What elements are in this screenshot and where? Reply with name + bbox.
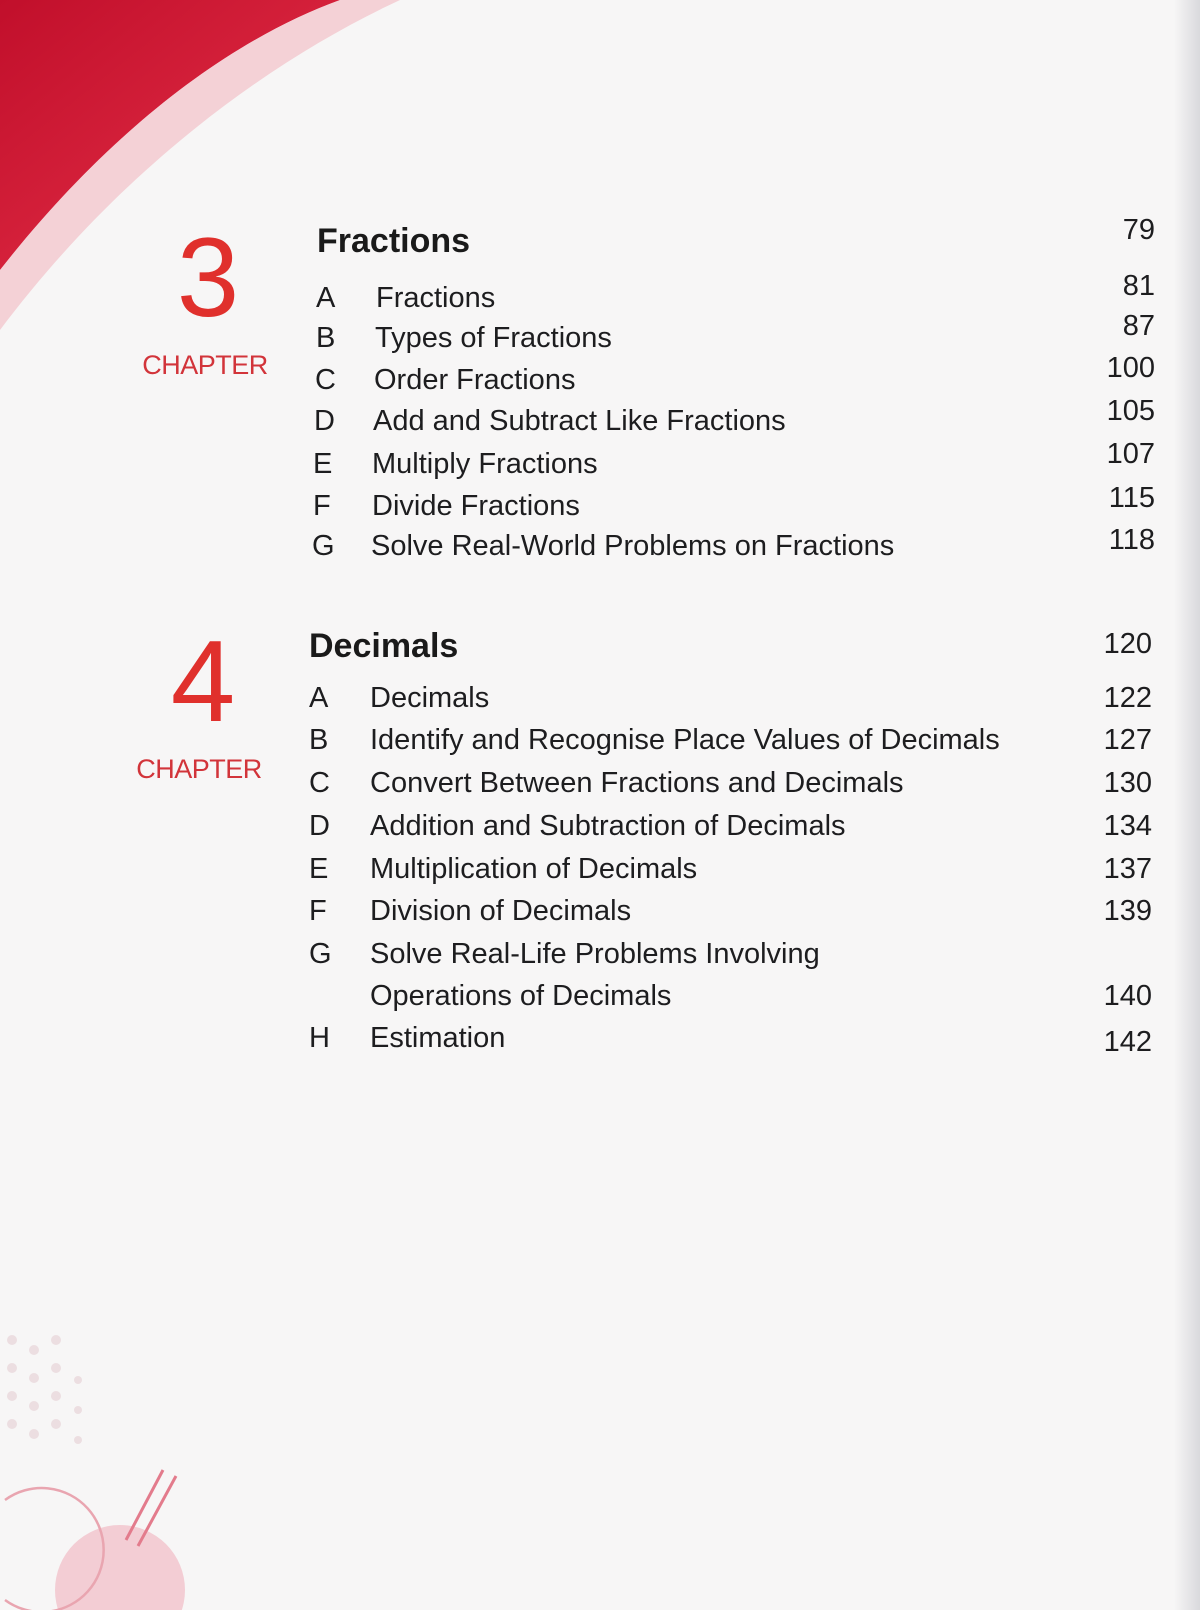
section-title: Multiply Fractions	[372, 448, 598, 480]
section-page-number: 142	[1103, 1026, 1152, 1058]
section-page-number: 134	[1103, 810, 1152, 842]
toc-row[interactable]	[0, 1022, 1200, 1062]
toc-row[interactable]	[0, 938, 1200, 1022]
section-page-number: 107	[1106, 438, 1155, 470]
section-letter: E	[309, 853, 329, 885]
section-letter: A	[309, 682, 329, 714]
section-title-line2: Operations of Decimals	[370, 980, 672, 1012]
section-title: Identify and Recognise Place Values of Decimals	[370, 724, 1000, 756]
section-page-number: 115	[1108, 482, 1155, 514]
toc-row[interactable]	[0, 395, 1200, 445]
section-page-number: 87	[1122, 310, 1155, 342]
section-letter: D	[309, 810, 330, 842]
section-page-number: 130	[1103, 767, 1152, 799]
chapter-label: CHAPTER	[142, 350, 268, 380]
toc-row[interactable]	[0, 482, 1200, 530]
slash-line-2	[138, 1476, 176, 1546]
section-letter: A	[316, 282, 336, 314]
toc-row[interactable]	[0, 767, 1200, 807]
section-letter: D	[314, 405, 335, 437]
section-letter: H	[309, 1022, 330, 1054]
toc-row[interactable]	[0, 724, 1200, 764]
section-page-number: 122	[1103, 682, 1152, 714]
section-page-number: 100	[1106, 352, 1155, 384]
toc-row[interactable]	[0, 310, 1200, 362]
section-page-number: 105	[1106, 395, 1155, 427]
section-title: Types of Fractions	[375, 322, 612, 354]
chapter-title[interactable]: Fractions	[317, 222, 471, 260]
section-title: Convert Between Fractions and Decimals	[370, 767, 904, 799]
chapter-label: CHAPTER	[136, 754, 262, 784]
section-letter: F	[309, 895, 327, 927]
section-letter: B	[309, 724, 329, 756]
section-title: Add and Subtract Like Fractions	[373, 405, 786, 437]
section-letter: C	[309, 767, 330, 799]
section-title: Solve Real-Life Problems Involving	[370, 938, 820, 970]
pink-circle-shape	[55, 1525, 185, 1610]
chapter-number: 4	[170, 616, 236, 746]
section-page-number: 140	[1103, 980, 1152, 1012]
section-letter: E	[313, 448, 333, 480]
section-title: Divide Fractions	[372, 490, 580, 522]
chapter-page-number: 79	[1122, 214, 1155, 246]
section-title: Order Fractions	[374, 364, 576, 396]
section-page-number: 81	[1122, 270, 1155, 302]
toc-row[interactable]	[0, 270, 1200, 322]
section-letter: G	[309, 938, 332, 970]
toc-row[interactable]	[0, 682, 1200, 722]
section-letter: C	[315, 364, 336, 396]
toc-row[interactable]	[0, 524, 1200, 570]
slash-line-1	[126, 1470, 163, 1540]
toc-row[interactable]	[0, 853, 1200, 893]
section-page-number: 127	[1103, 724, 1152, 756]
section-page-number: 118	[1108, 524, 1155, 556]
chapter-number: 3	[176, 215, 240, 340]
section-title: Decimals	[370, 682, 490, 714]
section-title: Addition and Subtraction of Decimals	[370, 810, 846, 842]
section-title: Solve Real-World Problems on Fractions	[371, 530, 895, 562]
section-letter: G	[312, 530, 335, 562]
toc-row[interactable]	[0, 438, 1200, 488]
section-page-number: 139	[1103, 895, 1152, 927]
dot-pattern	[7, 1335, 82, 1444]
chapter-title[interactable]: Decimals	[309, 627, 459, 665]
section-title: Multiplication of Decimals	[370, 853, 698, 885]
section-title: Division of Decimals	[370, 895, 632, 927]
toc-row[interactable]	[0, 895, 1200, 935]
toc-row[interactable]	[0, 352, 1200, 404]
section-letter: F	[313, 490, 331, 522]
chapter-page-number: 120	[1103, 628, 1152, 660]
section-title: Estimation	[370, 1022, 506, 1054]
toc-row[interactable]	[0, 810, 1200, 850]
section-letter: B	[316, 322, 336, 354]
section-page-number: 137	[1103, 853, 1152, 885]
section-title: Fractions	[376, 282, 496, 314]
